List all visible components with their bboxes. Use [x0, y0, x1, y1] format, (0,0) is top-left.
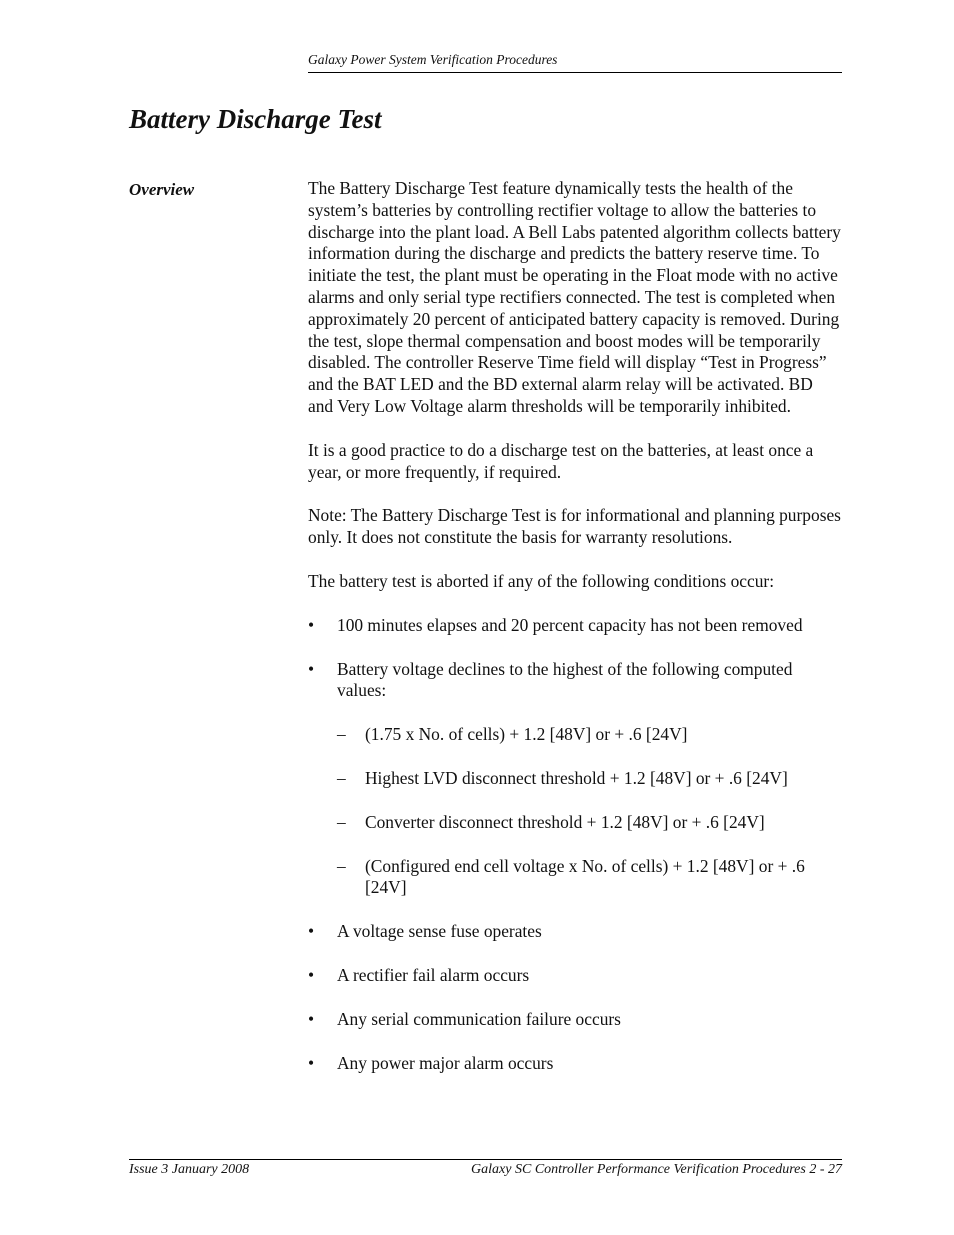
paragraph: The Battery Discharge Test feature dynamically tests the health of the system’s batteries by controlling rectifier voltage to allow the batteries to discharge into the plant load. A Bell Labs patented algorithm collects battery information during the discharge and predicts the battery reserve time. To initiate the test, the plant must be operating in the Float mode with no active alarms and only serial type rectifiers connected. The test is completed when approximately 20 percent of anticipated battery capacity is removed. During the test, slope thermal compensation and boost modes will be temporarily disabled. The controller Reserve Time field will display “Test in Progress” and the BAT LED and the BD external alarm relay will be activated. BD and Very Low Voltage alarm thresholds will be temporarily inhibited.	[308, 178, 841, 416]
bullet-marker: •	[308, 658, 315, 679]
footer-page-info: Galaxy SC Controller Performance Verification Procedures 2 - 27	[471, 1162, 842, 1177]
dash-marker: –	[337, 724, 346, 745]
bullet-marker: •	[308, 921, 315, 942]
bullet-marker: •	[308, 1052, 315, 1073]
list-item	[308, 1053, 842, 1075]
sub-list-item	[308, 812, 842, 834]
list-item-text: Any serial communication failure occurs	[337, 1008, 621, 1029]
footer-divider	[129, 1159, 842, 1160]
bullet-marker: •	[308, 1008, 315, 1029]
list-item-text: 100 minutes elapses and 20 percent capacity has not been removed	[337, 614, 803, 635]
list-item-text: A rectifier fail alarm occurs	[337, 964, 530, 985]
bullet-marker: •	[308, 964, 315, 985]
sub-list-item-text: (1.75 x No. of cells) + 1.2 [48V] or + .6 [24V]	[365, 724, 688, 745]
sub-list-item	[308, 856, 842, 900]
header-divider	[308, 72, 842, 73]
list-item-text: Battery voltage declines to the highest of the following computed values:	[337, 658, 793, 701]
list-item-text: Any power major alarm occurs	[337, 1052, 554, 1073]
sub-list-item	[308, 724, 842, 746]
sub-list-item-text: Highest LVD disconnect threshold + 1.2 [48V] or + .6 [24V]	[365, 767, 788, 788]
dash-marker: –	[337, 811, 346, 832]
list-item	[308, 1009, 842, 1031]
dash-marker: –	[337, 855, 346, 876]
footer-issue: Issue 3 January 2008	[129, 1162, 250, 1177]
paragraph: The battery test is aborted if any of the following conditions occur:	[308, 570, 775, 591]
dash-marker: –	[337, 767, 346, 788]
paragraph: Note: The Battery Discharge Test is for informational and planning purposes only. It does not constitute the basis for warranty resolutions.	[308, 505, 841, 548]
bullet-marker: •	[308, 614, 315, 635]
list-item	[308, 921, 842, 943]
list-item-text: A voltage sense fuse operates	[337, 921, 542, 942]
list-item	[308, 659, 842, 703]
sub-list-item-text: Converter disconnect threshold + 1.2 [48V] or + .6 [24V]	[365, 811, 765, 832]
list-item	[308, 965, 842, 987]
sub-list-item-text: (Configured end cell voltage x No. of cells) + 1.2 [48V] or + .6 [24V]	[365, 855, 805, 898]
sub-list-item	[308, 768, 842, 790]
list-item	[308, 615, 842, 637]
page-title: Battery Discharge Test	[129, 104, 382, 134]
section-label: Overview	[129, 180, 195, 199]
running-header: Galaxy Power System Verification Procedures	[308, 52, 558, 67]
section-body	[308, 178, 842, 1096]
paragraph: It is a good practice to do a discharge test on the batteries, at least once a year, or more frequently, if required.	[308, 439, 814, 482]
